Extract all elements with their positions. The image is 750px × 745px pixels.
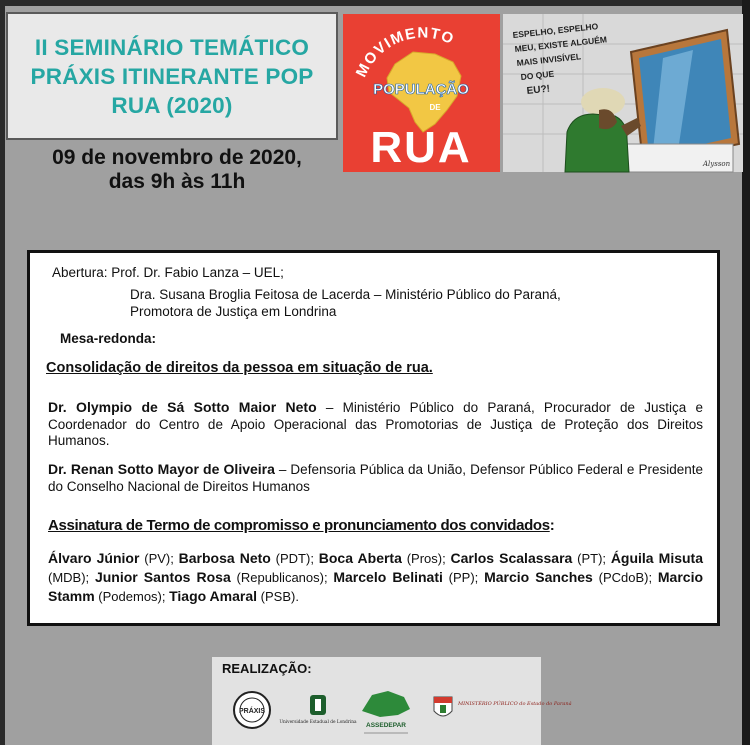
event-date	[22, 146, 332, 194]
guest-party: (PP);	[442, 570, 485, 585]
guest-item	[48, 550, 179, 566]
guest-name: Tiago Amaral	[169, 588, 258, 604]
speaker-1-name: Dr. Olympio de Sá Sotto Maior Neto	[48, 399, 317, 415]
speaker-2-name: Dr. Renan Sotto Mayor de Oliveira	[48, 461, 275, 477]
guest-name: Águila Misuta	[610, 550, 704, 566]
abertura-speaker-1: Prof. Dr. Fabio Lanza – UEL;	[111, 265, 284, 280]
mesa-redonda-title: Consolidação de direitos da pessoa em situação de rua.	[46, 360, 433, 376]
guest-party: (MDB);	[48, 570, 95, 585]
mesa-redonda-label: Mesa-redonda:	[60, 331, 157, 346]
guest-name: Marcelo Belinati	[333, 569, 443, 585]
logo-populacao-text: POPULAÇÃO	[373, 81, 469, 98]
guest-party: (PDT);	[270, 551, 319, 566]
speaker-1	[48, 399, 703, 450]
guest-party: (PV);	[139, 551, 179, 566]
person-body-icon	[565, 114, 629, 172]
movimento-populacao-de-rua-logo	[343, 14, 500, 172]
svg-text:PRÁXIS: PRÁXIS	[238, 708, 266, 715]
svg-text:MAIS INVISÍVEL: MAIS INVISÍVEL	[516, 51, 582, 68]
frame-border-left	[0, 0, 5, 745]
partner-logos	[212, 657, 572, 745]
guest-item	[333, 569, 484, 585]
logo-rua-text: RUA	[370, 123, 472, 172]
event-title-line-1: II SEMINÁRIO TEMÁTICO	[34, 34, 310, 60]
svg-text:MEU, EXISTE ALGUÉM: MEU, EXISTE ALGUÉM	[514, 34, 608, 54]
svg-text:EU?!: EU?!	[526, 83, 551, 97]
guest-item	[179, 550, 319, 566]
svg-text:ASSEDEPAR: ASSEDEPAR	[366, 722, 406, 729]
event-title	[31, 33, 314, 120]
realizacao-box	[212, 657, 572, 745]
guest-name: Boca Aberta	[318, 550, 402, 566]
assedepar-logo	[362, 691, 410, 733]
svg-text:DO QUE: DO QUE	[520, 68, 555, 82]
guest-item	[95, 569, 333, 585]
abertura-speaker-2-role: Promotora de Justiça em Londrina	[130, 304, 337, 319]
svg-text:Universidade Estadual de Londr: Universidade Estadual de Londrina	[279, 720, 357, 725]
event-time-line: das 9h às 11h	[108, 170, 246, 193]
guest-party: (PSB).	[257, 589, 299, 604]
guest-item	[451, 550, 611, 566]
event-title-line-2: PRÁXIS ITINERANTE POP	[30, 63, 314, 89]
speaker-2-description: – Defensoria Pública da União, Defensor Público Federal e Presidente do Conselho Nacional de Direitos Humanos	[48, 462, 703, 494]
logo-movimento-text: MOVIMENTO	[352, 24, 458, 80]
event-title-line-3: RUA (2020)	[111, 92, 233, 118]
svg-text:ESPELHO, ESPELHO: ESPELHO, ESPELHO	[512, 21, 599, 40]
guest-list	[48, 549, 703, 606]
speaker-2	[48, 461, 703, 495]
assinatura-heading: Assinatura de Termo de compromisso e pronunciamento dos convidados:	[48, 517, 555, 534]
movimento-logo-graphic	[343, 14, 500, 172]
event-date-line-1: 09 de novembro de 2020,	[52, 146, 302, 169]
guest-party: (PT);	[572, 551, 611, 566]
realizacao-label: REALIZAÇÃO:	[222, 661, 312, 676]
assinatura-title: Assinatura de Termo de compromisso e pronunciamento dos convidados	[48, 517, 550, 534]
guest-party: (Republicanos);	[230, 570, 334, 585]
praxis-logo	[234, 692, 270, 728]
guest-item	[484, 569, 658, 585]
guest-name: Carlos Scalassara	[450, 550, 573, 566]
logo-de-text: DE	[429, 103, 441, 112]
frame-border-top	[0, 0, 750, 6]
guest-name: Marcio Stamm	[48, 569, 704, 604]
cartoon-signature: Alysson	[703, 160, 731, 168]
event-title-box	[6, 12, 338, 140]
guest-name: Barbosa Neto	[178, 550, 271, 566]
guest-name: Marcio Sanches	[484, 569, 593, 585]
speaker-1-description: – Ministério Público do Paraná, Procurador de Justiça e Coordenador do Centro de Apoio Operacional das Promotorias de Justiça de Proteção dos Direitos Humanos.	[48, 400, 703, 448]
uel-logo	[279, 695, 357, 725]
frame-border-right	[742, 0, 750, 745]
guest-party: (PCdoB);	[592, 570, 658, 585]
guest-party: (Pros);	[401, 551, 451, 566]
cartoon-graphic	[503, 14, 743, 172]
abertura-row	[52, 265, 284, 280]
program-card	[27, 250, 720, 626]
guest-item	[169, 588, 299, 604]
cartoon-illustration	[503, 14, 743, 172]
svg-text:MINISTÉRIO PÚBLICO do Estado d: MINISTÉRIO PÚBLICO do Estado do Paraná	[458, 701, 572, 707]
guest-item	[319, 550, 451, 566]
guest-name: Junior Santos Rosa	[94, 569, 231, 585]
abertura-speaker-2: Dra. Susana Broglia Feitosa de Lacerda – Ministério Público do Paraná,	[130, 287, 561, 302]
mppr-logo	[434, 697, 572, 716]
guest-party: (Podemos);	[94, 589, 170, 604]
guest-name: Álvaro Júnior	[48, 550, 140, 566]
abertura-label: Abertura:	[52, 265, 108, 280]
